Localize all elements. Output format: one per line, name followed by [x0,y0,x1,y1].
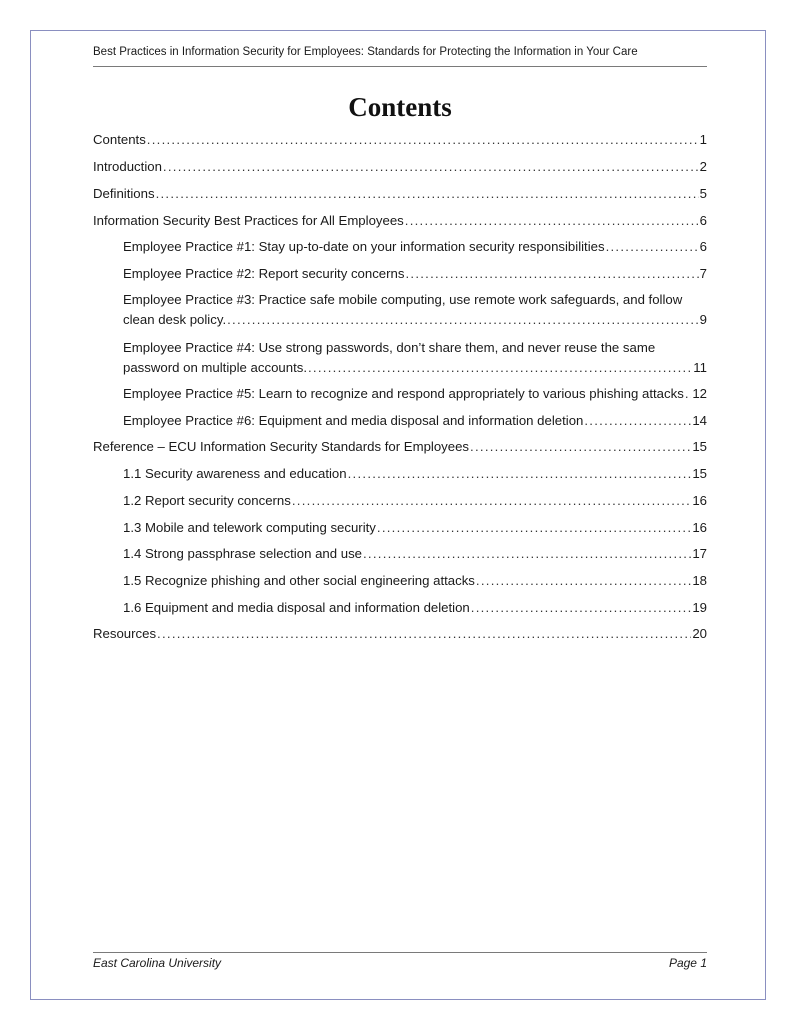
toc-entry-practice-3[interactable] [123,290,707,330]
dot-leader [227,310,699,330]
toc-page-number: 6 [699,239,707,254]
running-header: Best Practices in Information Security for Employees: Standards for Protecting the Information in Your Care [93,46,638,58]
toc-page-number: 14 [692,413,707,428]
toc-page-number: 5 [699,186,707,201]
toc-entry-definitions[interactable] [93,184,707,204]
dot-leader [405,264,698,284]
toc-entry-text: 1.4 Strong passphrase selection and use [123,546,362,561]
toc-entry-text: Definitions [93,186,155,201]
footer-rule [93,952,707,953]
toc-entry-text: Information Security Best Practices for All Employees [93,213,404,228]
toc-entry-text-continued: clean desk policy. [123,312,227,327]
toc-page-number: 2 [699,159,707,174]
dot-leader [363,544,691,564]
toc-entry-1-6[interactable] [123,598,707,618]
dot-leader [348,464,692,484]
dot-leader [156,184,699,204]
toc-entry-text: Introduction [93,159,162,174]
toc-entry-practice-5[interactable] [123,384,707,404]
dot-leader [163,157,699,177]
toc-entry-text: Employee Practice #2: Report security concerns [123,266,405,281]
toc-entry-practice-2[interactable] [123,264,707,284]
dot-leader [584,411,691,431]
toc-page-number: 18 [692,573,707,588]
toc-entry-practice-4[interactable] [123,338,707,378]
toc-page-number: 7 [699,266,707,281]
toc-page-number: 15 [692,439,707,454]
toc-entry-reference[interactable] [93,437,707,457]
toc-page-number: 19 [692,600,707,615]
dot-leader [147,130,699,150]
toc-entry-text: Reference – ECU Information Security Standards for Employees [93,439,470,454]
toc-entry-resources[interactable] [93,624,707,644]
toc-page-number: 12 [692,386,707,401]
dot-leader [377,518,691,538]
toc-page-number: 1 [699,132,707,147]
dot-leader [157,624,691,644]
toc-entry-text: 1.2 Report security concerns [123,493,291,508]
toc-page-number: 9 [699,312,707,327]
dot-leader [471,598,692,618]
toc-entry-text: Employee Practice #6: Equipment and media disposal and information deletion [123,413,584,428]
toc-page-number: 16 [692,493,707,508]
toc-entry-text: Employee Practice #1: Stay up-to-date on your information security responsibilities [123,239,605,254]
toc-entry-text: Contents [93,132,146,147]
toc-entry-text: Employee Practice #3: Practice safe mobile computing, use remote work safeguards, and follow [123,292,683,307]
toc-entry-text-continued: password on multiple accounts. [123,360,307,375]
toc-entry-introduction[interactable] [93,157,707,177]
toc-entry-contents[interactable] [93,130,707,150]
toc-entry-text: 1.5 Recognize phishing and other social engineering attacks [123,573,475,588]
toc-entry-1-4[interactable] [123,544,707,564]
toc-entry-text: 1.6 Equipment and media disposal and information deletion [123,600,470,615]
page-title: Contents [348,92,452,122]
toc-entry-text: Resources [93,626,157,641]
toc-entry-text: Employee Practice #5: Learn to recognize and respond appropriately to various phishing attacks [123,386,684,401]
footer-page-number: Page 1 [668,956,707,970]
dot-leader [476,571,691,591]
toc-entry-text: 1.3 Mobile and telework computing security [123,520,376,535]
toc-page-number: 17 [692,546,707,561]
dot-leader [470,437,691,457]
toc-entry-practice-1[interactable] [123,237,707,257]
toc-page-number: 6 [699,213,707,228]
toc-entry-text: 1.1 Security awareness and education [123,466,347,481]
dot-leader [606,237,699,257]
footer-organization: East Carolina University [93,956,222,970]
toc-entry-best-practices[interactable] [93,211,707,231]
dot-leader [405,211,699,231]
toc-entry-1-1[interactable] [123,464,707,484]
dot-leader [308,358,692,378]
dot-leader [685,384,692,404]
toc-entry-practice-6[interactable] [123,411,707,431]
toc-page-number: 16 [692,520,707,535]
toc-entry-text: Employee Practice #4: Use strong passwords, don’t share them, and never reuse the same [123,340,656,355]
dot-leader [292,491,691,511]
toc-entry-1-2[interactable] [123,491,707,511]
toc-page-number: 15 [692,466,707,481]
toc-entry-1-3[interactable] [123,518,707,538]
toc-page-number: 20 [692,626,707,641]
header-rule [93,66,707,67]
toc-entry-1-5[interactable] [123,571,707,591]
toc-page-number: 11 [693,360,707,375]
